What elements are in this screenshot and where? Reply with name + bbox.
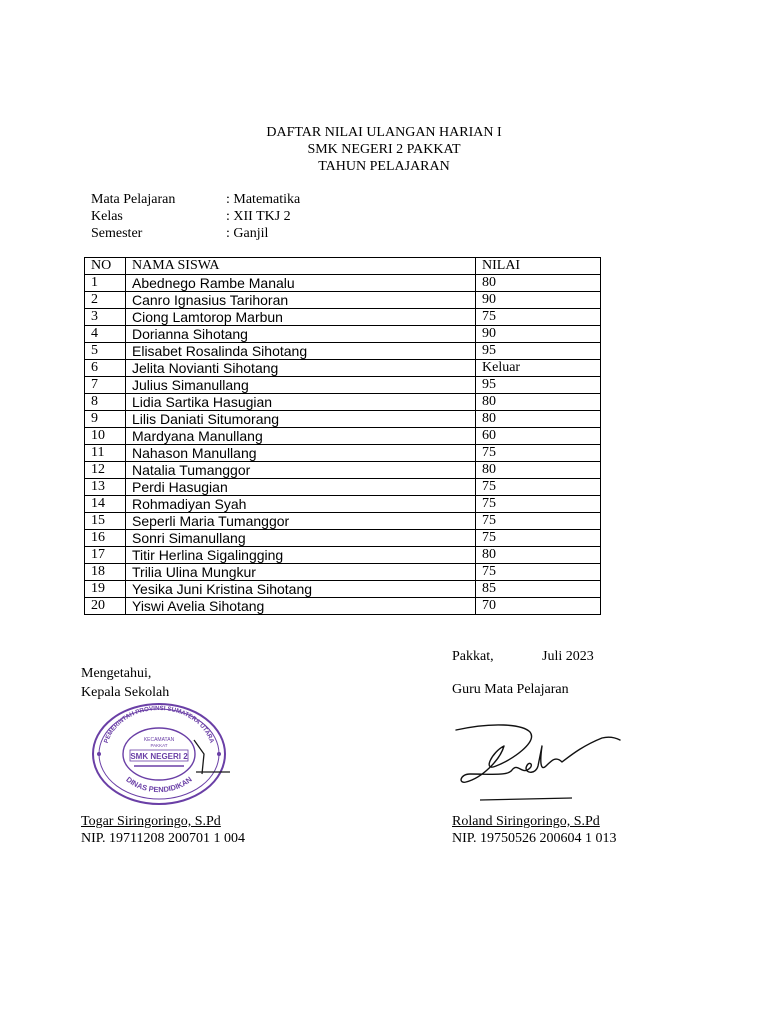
row-number: 17 [85, 547, 126, 564]
table-row [85, 564, 601, 581]
row-number: 15 [85, 513, 126, 530]
principal-title: Kepala Sekolah [81, 685, 170, 700]
student-name: Elisabet Rosalinda Sihotang [126, 343, 476, 360]
table-row [85, 513, 601, 530]
meta-value: : XII TKJ 2 [226, 209, 291, 224]
table-row [85, 428, 601, 445]
student-grade: 80 [476, 462, 601, 479]
student-name: Yiswi Avelia Sihotang [126, 598, 476, 615]
teacher-name: Roland Siringoringo, S.Pd [452, 814, 600, 829]
row-number: 3 [85, 309, 126, 326]
table-body [85, 275, 601, 615]
signing-place: Pakkat, [452, 649, 494, 664]
student-name: Canro Ignasius Tarihoran [126, 292, 476, 309]
row-number: 14 [85, 496, 126, 513]
row-number: 18 [85, 564, 126, 581]
table-row [85, 547, 601, 564]
row-number: 19 [85, 581, 126, 598]
teacher-signature [452, 716, 622, 806]
row-number: 4 [85, 326, 126, 343]
table-row [85, 343, 601, 360]
student-name: Lilis Daniati Situmorang [126, 411, 476, 428]
school-name: SMK NEGERI 2 PAKKAT [307, 142, 461, 157]
stamp-bottom-text: DINAS PENDIDIKAN [124, 774, 194, 795]
teacher-nip: NIP. 19750526 200604 1 013 [452, 831, 617, 846]
student-name: Yesika Juni Kristina Sihotang [126, 581, 476, 598]
student-grade: 75 [476, 479, 601, 496]
stamp-inner-top: KECAMATAN [143, 737, 175, 743]
school-stamp [84, 702, 232, 806]
stamp-outer-text: PEMERINTAH PROVINSI SUMATERA UTARA [102, 704, 216, 745]
meta-label: Kelas [91, 209, 123, 224]
row-number: 13 [85, 479, 126, 496]
student-name: Natalia Tumanggor [126, 462, 476, 479]
meta-label: Semester [91, 226, 143, 241]
student-name: Julius Simanullang [126, 377, 476, 394]
table-row [85, 530, 601, 547]
grades-table [84, 257, 601, 615]
student-grade: 80 [476, 547, 601, 564]
column-header-grade: NILAI [476, 258, 601, 275]
student-grade: 75 [476, 530, 601, 547]
student-name: Perdi Hasugian [126, 479, 476, 496]
student-grade: 70 [476, 598, 601, 615]
row-number: 2 [85, 292, 126, 309]
table-row [85, 496, 601, 513]
student-name: Ciong Lamtorop Marbun [126, 309, 476, 326]
academic-year: TAHUN PELAJARAN [318, 159, 450, 174]
meta-value: : Ganjil [226, 226, 269, 241]
student-grade: 60 [476, 428, 601, 445]
table-row [85, 275, 601, 292]
student-grade: 75 [476, 309, 601, 326]
table-row [85, 462, 601, 479]
table-row [85, 445, 601, 462]
student-grade: 75 [476, 496, 601, 513]
row-number: 12 [85, 462, 126, 479]
student-grade: 75 [476, 445, 601, 462]
table-row [85, 394, 601, 411]
student-name: Rohmadiyan Syah [126, 496, 476, 513]
principal-nip: NIP. 19711208 200701 1 004 [81, 831, 245, 846]
student-name: Mardyana Manullang [126, 428, 476, 445]
student-name: Trilia Ulina Mungkur [126, 564, 476, 581]
acknowledged-label: Mengetahui, [81, 666, 152, 681]
row-number: 9 [85, 411, 126, 428]
student-name: Seperli Maria Tumanggor [126, 513, 476, 530]
table-row [85, 411, 601, 428]
table-row [85, 360, 601, 377]
row-number: 1 [85, 275, 126, 292]
student-grade: 90 [476, 326, 601, 343]
principal-name: Togar Siringoringo, S.Pd [81, 814, 221, 829]
row-number: 5 [85, 343, 126, 360]
student-grade: 80 [476, 411, 601, 428]
row-number: 11 [85, 445, 126, 462]
student-grade: 90 [476, 292, 601, 309]
student-name: Dorianna Sihotang [126, 326, 476, 343]
svg-text:DINAS PENDIDIKAN [124, 775, 193, 794]
table-header-row [85, 258, 601, 275]
table-row [85, 309, 601, 326]
student-grade: 80 [476, 275, 601, 292]
table-row [85, 479, 601, 496]
student-name: Nahason Manullang [126, 445, 476, 462]
student-grade: 75 [476, 513, 601, 530]
row-number: 8 [85, 394, 126, 411]
student-name: Abednego Rambe Manalu [126, 275, 476, 292]
row-number: 6 [85, 360, 126, 377]
table-row [85, 598, 601, 615]
table-row [85, 581, 601, 598]
student-name: Lidia Sartika Hasugian [126, 394, 476, 411]
student-grade: Keluar [476, 360, 601, 377]
student-name: Titir Herlina Sigalingging [126, 547, 476, 564]
student-name: Sonri Simanullang [126, 530, 476, 547]
signing-date: Juli 2023 [542, 649, 594, 664]
stamp-inner-main: SMK NEGERI 2 [130, 752, 188, 761]
table-row [85, 326, 601, 343]
student-grade: 95 [476, 377, 601, 394]
table-row [85, 377, 601, 394]
student-grade: 85 [476, 581, 601, 598]
teacher-title: Guru Mata Pelajaran [452, 682, 569, 697]
student-name: Jelita Novianti Sihotang [126, 360, 476, 377]
student-grade: 75 [476, 564, 601, 581]
column-header-name: NAMA SISWA [126, 258, 476, 275]
student-grade: 80 [476, 394, 601, 411]
table-row [85, 292, 601, 309]
column-header-no: NO [85, 258, 126, 275]
stamp-inner-mid: PAKKAT [150, 743, 168, 748]
row-number: 16 [85, 530, 126, 547]
student-grade: 95 [476, 343, 601, 360]
meta-value: : Matematika [226, 192, 301, 207]
row-number: 7 [85, 377, 126, 394]
document-title: DAFTAR NILAI ULANGAN HARIAN I [266, 125, 502, 140]
row-number: 10 [85, 428, 126, 445]
meta-label: Mata Pelajaran [91, 192, 176, 207]
row-number: 20 [85, 598, 126, 615]
